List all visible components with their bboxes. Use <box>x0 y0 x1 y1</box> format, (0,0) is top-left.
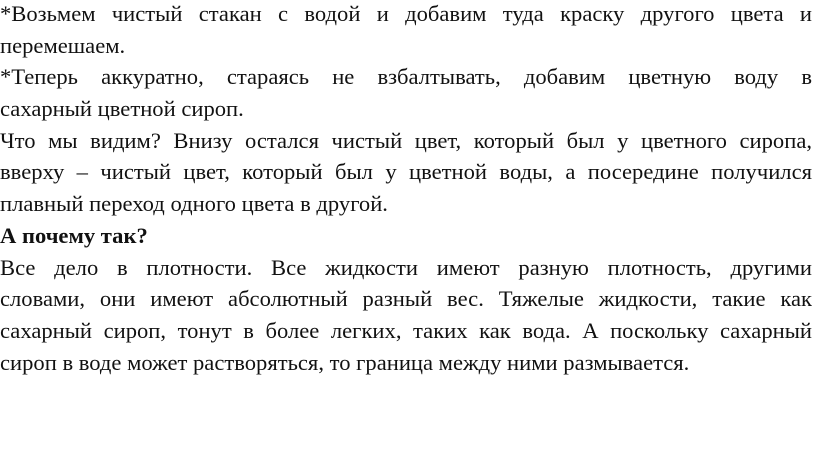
paragraph-line: Что мы видим? Внизу остался чистый цвет, который был у цветного сиропа, <box>0 127 812 153</box>
paragraph-step-1 <box>0 0 812 61</box>
section-heading: А почему так? <box>0 222 148 248</box>
paragraph-line: сироп в воде может растворяться, то граница между ними размывается. <box>0 349 690 375</box>
paragraph-line: сахарный цветной сироп. <box>0 96 244 122</box>
paragraph-line: *Возьмем чистый стакан с водой и добавим туда краску другого цвета и <box>0 1 812 26</box>
paragraph-line: вверху – чистый цвет, который был у цветной воды, а посередине получился <box>0 159 812 185</box>
paragraph-line: сахарный сироп, тонут в более легких, таких как вода. А поскольку сахарный <box>0 317 812 343</box>
paragraph-line: *Теперь аккуратно, стараясь не взбалтывать, добавим цветную воду в <box>0 64 812 90</box>
paragraph-observation <box>0 125 812 220</box>
paragraph-step-2 <box>0 61 812 124</box>
paragraph-line: плавный переход одного цвета в другой. <box>0 191 388 217</box>
paragraph-line: перемешаем. <box>0 32 126 58</box>
paragraph-explanation <box>0 252 812 379</box>
paragraph-line: словами, они имеют абсолютный разный вес. Тяжелые жидкости, такие как <box>0 286 812 312</box>
paragraph-line: Все дело в плотности. Все жидкости имеют разную плотность, другими <box>0 254 812 280</box>
